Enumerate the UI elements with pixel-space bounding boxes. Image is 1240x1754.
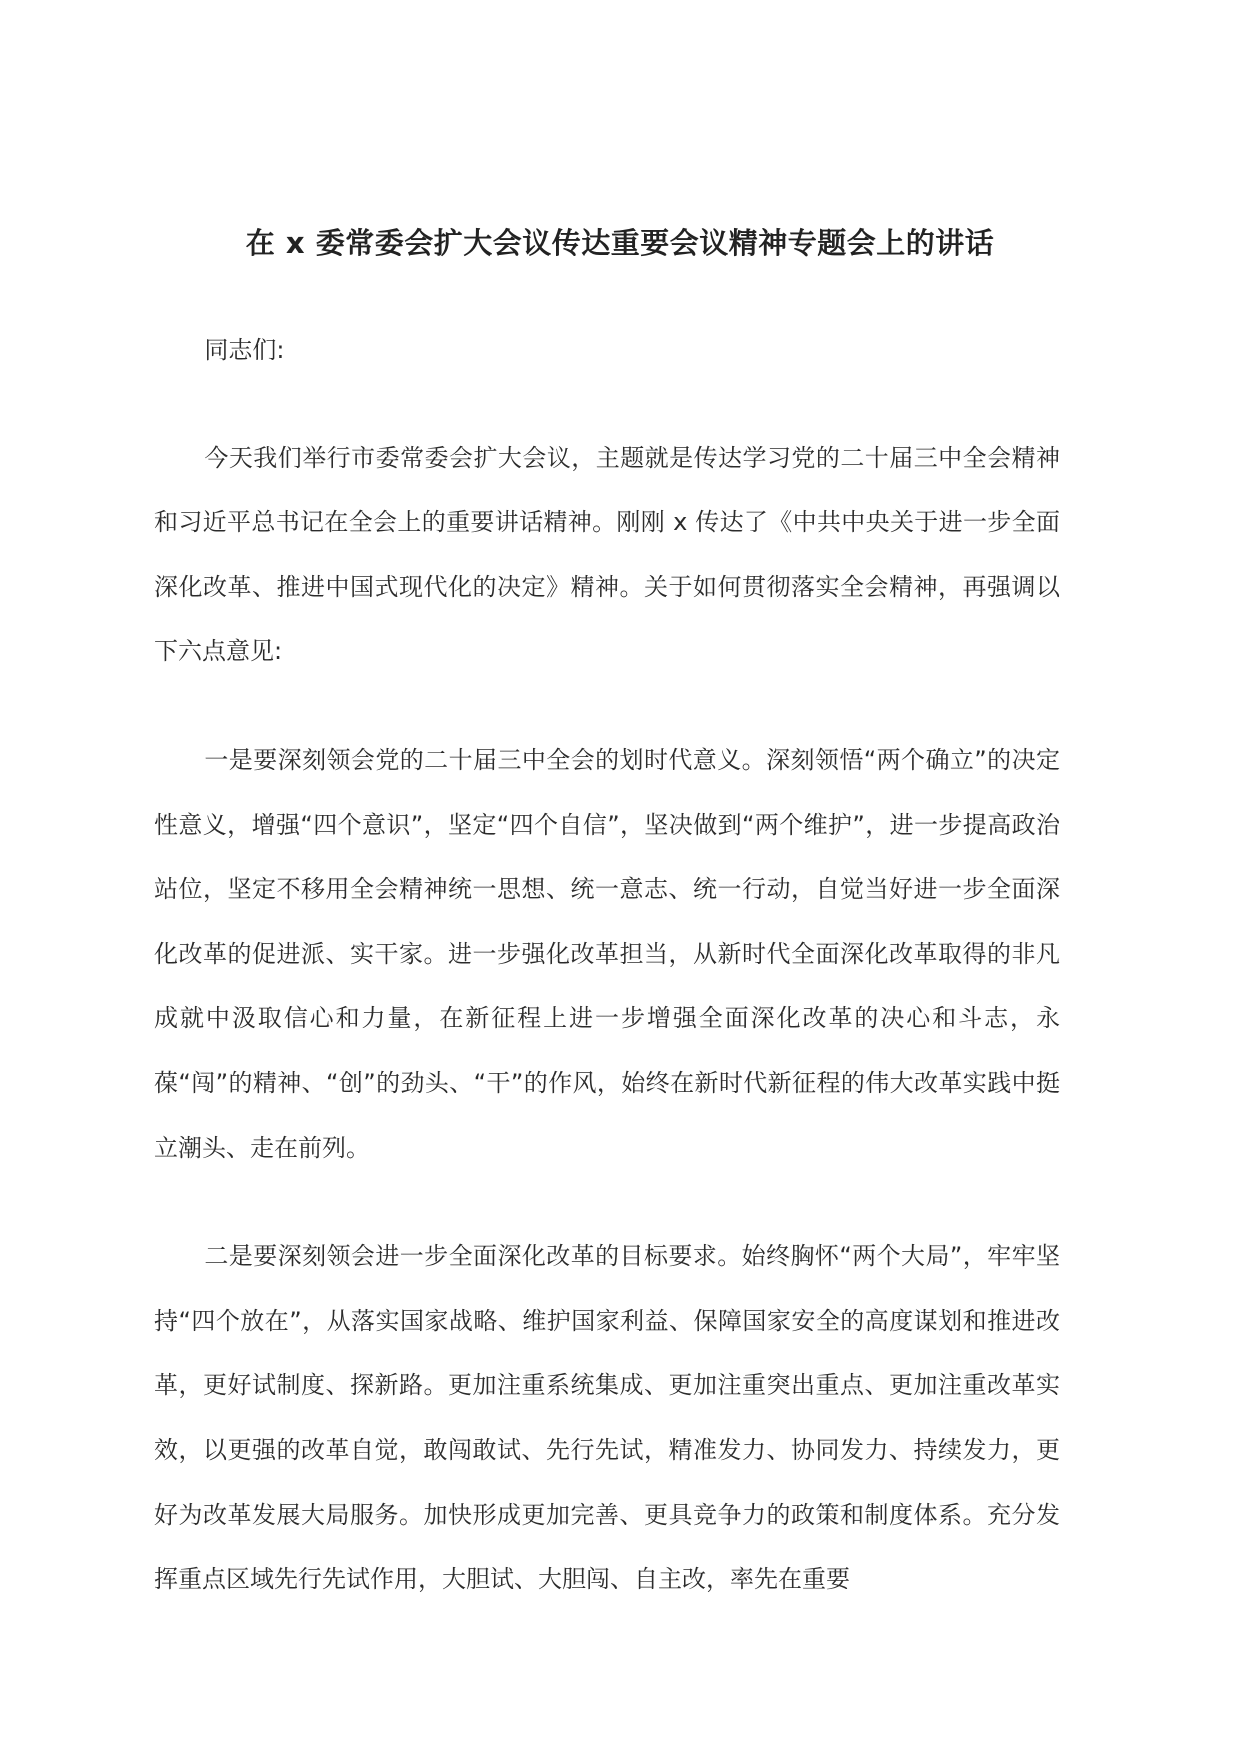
document-title: 在 x 委常委会扩大会议传达重要会议精神专题会上的讲话 [245, 226, 995, 260]
paragraph-intro: 今天我们举行市委常委会扩大会议，主题就是传达学习党的二十届三中全会精神和习近平总书记在全会上的重要讲话精神。刚刚 x 传达了《中共中央关于进一步全面深化改革、推进中国式现代化的决定》精神。关于如何贯彻落实全会精神，再强调以下六点意见: [154, 443, 1060, 666]
paragraph-point-one: 一是要深刻领会党的二十届三中全会的划时代意义。深刻领悟“两个确立”的决定性意义，增强“四个意识”，坚定“四个自信”，坚决做到“两个维护”，进一步提高政治站位，坚定不移用全会精神统一思想、统一意志、统一行动，自觉当好进一步全面深化改革的促进派、实干家。进一步强化改革担当，从新时代全面深化改革取得的非凡成就中汲取信心和力量，在新征程上进一步增强全面深化改革的决心和斗志，永葆“闯”的精神、“创”的劲头、“干”的作风，始终在新时代新征程的伟大改革实践中挺立潮头、走在前列。 [154, 745, 1060, 1162]
document-body [154, 318, 1060, 1612]
salutation: 同志们: [204, 336, 285, 364]
paragraph-point-two: 二是要深刻领会进一步全面深化改革的目标要求。始终胸怀“两个大局”，牢牢坚持“四个放在”，从落实国家战略、维护国家利益、保障国家安全的高度谋划和推进改革，更好试制度、探新路。更加注重系统集成、更加注重突出重点、更加注重改革实效，以更强的改革自觉，敢闯敢试、先行先试，精准发力、协同发力、持续发力，更好为改革发展大局服务。加快形成更加完善、更具竞争力的政策和制度体系。充分发挥重点区域先行先试作用，大胆试、大胆闯、自主改，率先在重要 [154, 1242, 1060, 1594]
